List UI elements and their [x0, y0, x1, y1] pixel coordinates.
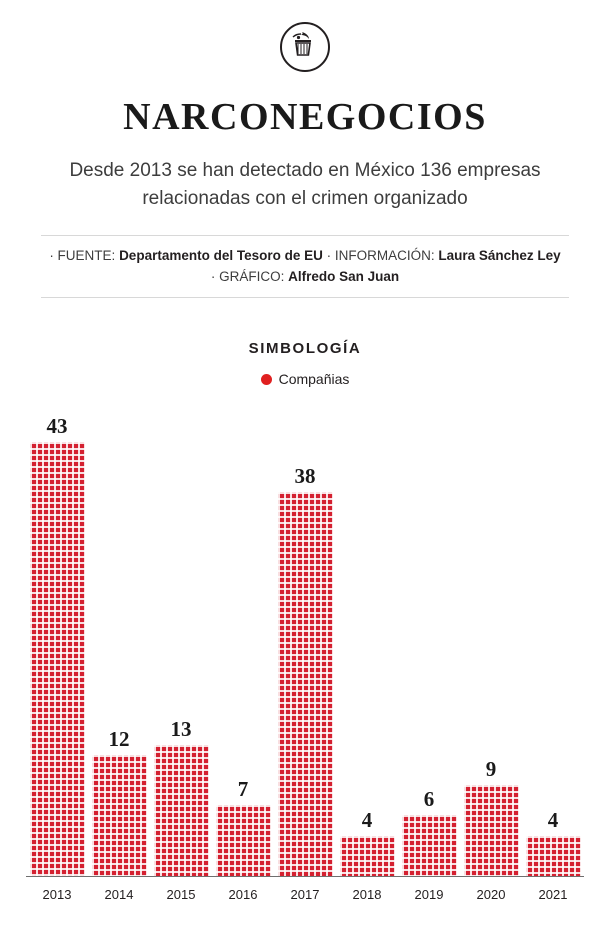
- bar-chart: [26, 413, 584, 913]
- legend-dot-icon: [261, 374, 272, 385]
- bar-column: [88, 413, 150, 876]
- bar-value-label: 4: [547, 807, 559, 832]
- bar-column: [274, 413, 336, 876]
- source-label: · FUENTE:: [49, 248, 120, 263]
- x-axis-tick: 2018: [352, 887, 382, 902]
- bar-value-label: 6: [423, 787, 435, 812]
- bar-column: [212, 413, 274, 876]
- bar-column: [150, 413, 212, 876]
- bar: [340, 836, 395, 876]
- x-axis-tick: 2021: [538, 887, 568, 902]
- bar-value-label: 43: [46, 414, 68, 438]
- seal-logo-icon: [280, 22, 330, 72]
- legend-entry: [0, 371, 610, 387]
- x-axis-tick: 2014: [104, 887, 134, 902]
- bar-column: [460, 413, 522, 876]
- bar-value-label: 7: [237, 777, 249, 802]
- x-axis-tick: 2019: [414, 887, 444, 902]
- page-title: NARCONEGOCIOS: [123, 96, 487, 138]
- x-axis-tick: 2013: [42, 887, 72, 902]
- credits-block: [41, 235, 569, 298]
- bar-column: [26, 413, 88, 876]
- page-subtitle: Desde 2013 se han detectado en México 136 empresas relacionadas con el crimen organizado: [69, 160, 541, 209]
- x-axis-tick: 2020: [476, 887, 506, 902]
- x-axis: [26, 877, 584, 913]
- bar-column: [522, 413, 584, 876]
- info-value: Laura Sánchez Ley: [438, 248, 561, 263]
- bar-column: [336, 413, 398, 876]
- credits-line-2: [41, 266, 569, 287]
- bar-value-label: 4: [361, 807, 373, 832]
- source-value: Departamento del Tesoro de EU: [119, 248, 323, 263]
- bar-column: [398, 413, 460, 876]
- graphic-label: · GRÁFICO:: [210, 269, 289, 284]
- credits-line-1: [41, 245, 569, 266]
- bar: [526, 836, 581, 876]
- bar: [402, 815, 457, 876]
- legend-title: SIMBOLOGÍA: [248, 340, 362, 357]
- bar-group: [26, 413, 584, 876]
- bar-value-label: 9: [485, 757, 497, 782]
- bar-value-label: 38: [294, 464, 316, 489]
- info-label: · INFORMACIÓN:: [322, 248, 439, 263]
- chart-plot-area: [26, 413, 584, 877]
- bar-value-label: 12: [108, 726, 130, 751]
- bar: [216, 805, 271, 876]
- bar: [464, 785, 519, 876]
- bar: [154, 745, 209, 876]
- bar: [30, 442, 85, 876]
- x-axis-tick: 2016: [228, 887, 258, 902]
- x-axis-tick: 2015: [166, 887, 196, 902]
- x-axis-tick: 2017: [290, 887, 320, 902]
- graphic-value: Alfredo San Juan: [288, 269, 400, 284]
- legend-entry-label: Compañias: [278, 371, 350, 387]
- logo-container: [0, 0, 610, 77]
- bar-value-label: 13: [170, 716, 192, 741]
- bar: [92, 755, 147, 876]
- bar: [278, 492, 333, 876]
